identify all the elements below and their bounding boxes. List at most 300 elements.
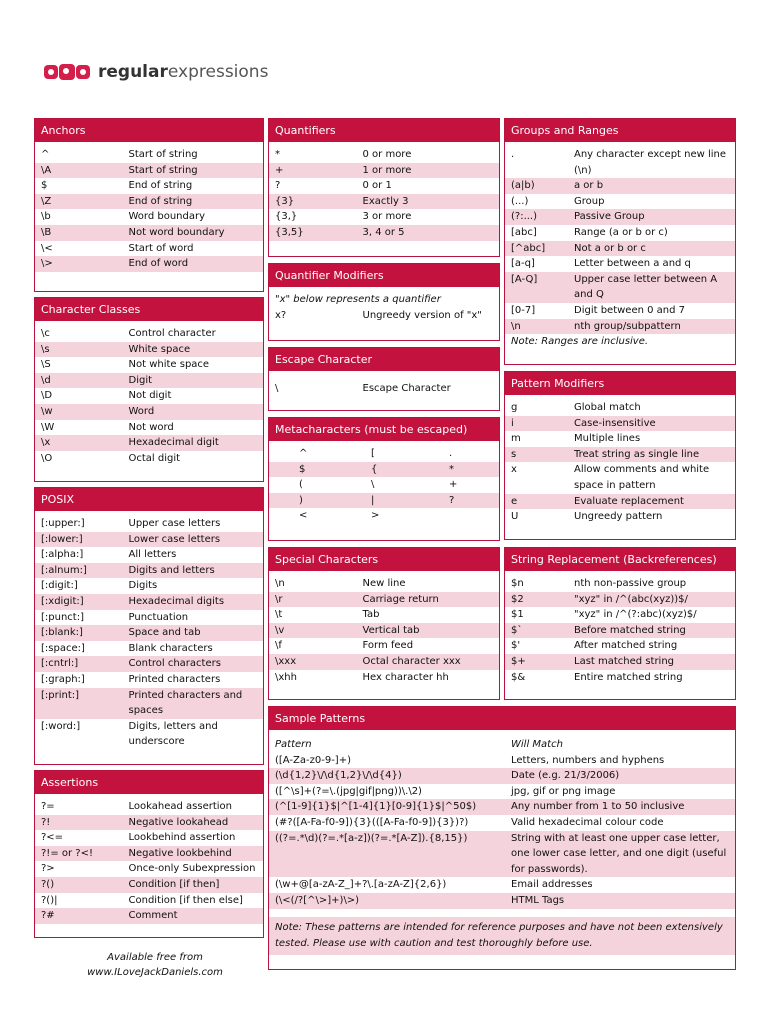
row-description: Punctuation [128,611,189,623]
pattern-mod-row [505,431,735,447]
metacharacter-row [269,477,499,493]
posix-row [35,719,263,750]
special-row [269,623,499,639]
row-description: Lookbehind assertion [128,832,236,844]
row-syntax: \xxx [275,655,297,667]
row-syntax: s [511,448,517,460]
row-description: Not digit [128,390,172,402]
quantifier-modifiers-note: "x" below represents a quantifier [275,294,441,305]
sample-pattern: (^[1-9]{1}$|^[1-4]{1}[0-9]{1}$|^50$) [275,801,477,813]
pattern-mod-row [505,509,735,525]
row-syntax: [:upper:] [41,518,85,529]
row-description: End of string [128,180,193,192]
posix-row [35,547,263,563]
row-syntax: $n [511,578,524,589]
row-description: "xyz" in /^(abc(xyz))$/ [574,593,688,605]
sample-pattern: (\w+@[a-zA-Z_]+?\.[a-zA-Z]{2,6}) [275,879,447,891]
metacharacters-grid [269,441,499,524]
posix-row [35,641,263,657]
pattern-modifiers-panel [504,371,736,540]
row-description: Digits [128,580,158,592]
row-syntax: \> [41,258,53,270]
metacharacter: [ [371,448,375,459]
sample-match: Any number from 1 to 50 inclusive [511,801,685,813]
row-description: Comment [128,910,178,922]
row-syntax: ?! [41,816,51,828]
row-syntax: [:word:] [41,720,81,732]
sample-match: Valid hexadecimal colour code [511,816,664,828]
row-syntax: ?# [41,910,55,922]
row-description: Negative lookbehind [128,847,232,859]
assertions-row [35,846,263,862]
row-syntax: \n [275,578,285,589]
groups-row [505,319,735,335]
row-syntax: \Z [41,195,52,207]
anchors-row [35,163,263,179]
groups-row [505,209,735,225]
row-description: Global match [574,402,641,413]
metacharacter: ? [449,494,455,506]
row-description: Exactly 3 [362,195,409,207]
row-syntax: \s [41,343,50,355]
row-description: Any character except new line (\n) [574,149,727,176]
row-description: All letters [128,549,177,561]
row-syntax: . [511,149,515,160]
row-description: End of string [128,195,193,207]
row-description: Form feed [362,640,414,652]
char-classes-row [35,373,263,389]
row-syntax: $2 [511,593,524,605]
assertions-row [35,830,263,846]
metacharacters-title: Metacharacters (must be escaped) [269,418,499,441]
char-classes-row [35,420,263,436]
col-pattern: Pattern [275,739,312,750]
groups-ranges-note: Note: Ranges are inclusive. [511,336,649,348]
row-description: 3 or more [362,211,412,223]
row-description: Before matched string [574,624,686,636]
metacharacter: . [449,448,453,459]
assertions-row [35,893,263,909]
row-syntax: [:xdigit:] [41,595,84,607]
row-syntax: * [275,149,280,160]
sample-pattern-row [269,877,735,893]
sample-match: String with at least one upper case letter, one lower case letter, and one digit (useful for passwords). [511,832,727,875]
groups-row [505,256,735,272]
row-description: Tab [362,609,380,621]
anchors-row [35,241,263,257]
metacharacter: $ [299,463,306,475]
row-syntax: [:alpha:] [41,549,84,561]
sample-match: Date (e.g. 21/3/2006) [511,770,620,782]
row-description: nth group/subpattern [574,320,681,332]
row-syntax: {3,} [275,211,298,223]
row-syntax: ?> [41,863,55,875]
row-syntax: \r [275,593,283,605]
row-syntax: [:print:] [41,689,80,701]
row-syntax: [:digit:] [41,580,78,592]
row-syntax: ?() [41,878,55,890]
row-description: 1 or more [362,164,412,176]
row-description: Control character [128,328,216,339]
row-syntax: \O [41,452,53,464]
row-description: Digit [128,374,153,386]
sample-patterns-panel [268,706,736,970]
sample-patterns-title: Sample Patterns [269,707,735,730]
quantifier-modifiers-panel [268,263,500,341]
logo-text: regularexpressions [98,62,269,82]
row-description: Digit between 0 and 7 [574,304,686,316]
row-syntax: \x [41,437,51,449]
metacharacter: | [371,494,375,506]
row-description: Escape Character [362,383,451,394]
footer [60,950,250,980]
row-description: Range (a or b or c) [574,226,668,238]
row-description: Printed characters [128,673,221,685]
quantifiers-row [269,178,499,194]
string-repl-row [505,576,735,592]
string-repl-row [505,623,735,639]
quantifier-modifiers-title: Quantifier Modifiers [269,264,499,287]
footer-line1: Available free from [107,952,203,963]
row-description: Entire matched string [574,671,683,683]
assertions-row [35,877,263,893]
char-classes-row [35,342,263,358]
special-row [269,607,499,623]
row-syntax: \w [41,405,53,417]
row-description: Upper case letter between A and Q [574,273,718,301]
metacharacter: ^ [299,448,308,459]
metacharacter: + [449,479,458,491]
pattern-mod-row [505,494,735,510]
row-description: Control characters [128,658,221,670]
col-will-match: Will Match [511,739,563,750]
row-description: Space and tab [128,627,201,639]
metacharacter-row [269,493,499,509]
anchors-panel [34,118,264,292]
anchors-row [35,256,263,272]
quantifiers-row [269,163,499,179]
row-description: Digits and letters [128,564,215,576]
row-description: Word [128,405,155,417]
row-syntax: $+ [511,655,526,667]
row-syntax: [:graph:] [41,673,85,685]
row-syntax: $ [41,180,48,192]
sample-pattern: ([^\s]+(?=\.(jpg|gif|png))\.\2) [275,785,422,797]
sample-match: Email addresses [511,879,593,891]
row-description: Last matched string [574,655,675,667]
groups-row [505,147,735,178]
sample-patterns-note: Note: These patterns are intended for reference purposes and have not been extensively tested. Please use with caution and test thoroughly before use. [269,917,735,955]
row-syntax: [abc] [511,226,537,238]
row-description: 3, 4 or 5 [362,226,405,238]
metacharacter: \ [371,479,375,491]
row-syntax: ^ [41,149,50,160]
row-description: Carriage return [362,593,439,605]
special-row [269,638,499,654]
row-syntax: \xhh [275,671,297,683]
sample-patterns-header [269,737,735,753]
special-characters-panel [268,547,500,700]
char-classes-row [35,357,263,373]
row-syntax: ? [275,180,281,192]
row-syntax: ?()| [41,894,58,906]
row-description: Negative lookahead [128,816,229,828]
metacharacter: * [449,463,454,475]
logo [44,62,268,82]
posix-row [35,625,263,641]
escape-character-title: Escape Character [269,348,499,371]
row-syntax: ?= [41,801,55,812]
row-description: Digits, letters and underscore [128,720,218,748]
row-syntax: x? [275,309,287,321]
row-syntax: (?:...) [511,211,538,223]
quantifiers-row [269,209,499,225]
row-description: Lookahead assertion [128,801,232,812]
row-syntax: $& [511,671,526,683]
assertions-title: Assertions [35,771,263,794]
groups-ranges-panel [504,118,736,365]
row-syntax: [:punct:] [41,611,84,623]
row-description: Start of string [128,149,198,160]
anchors-row [35,225,263,241]
row-description: End of word [128,258,189,270]
row-description: Blank characters [128,642,213,654]
row-syntax: e [511,495,518,507]
row-syntax: $' [511,640,521,652]
character-classes-title: Character Classes [35,298,263,321]
row-description: Treat string as single line [574,448,700,460]
row-syntax: + [275,164,284,176]
string-repl-row [505,670,735,686]
metacharacter-row [269,462,499,478]
groups-ranges-title: Groups and Ranges [505,119,735,142]
sample-match: HTML Tags [511,894,565,906]
char-classes-row [35,451,263,467]
groups-row [505,241,735,257]
posix-panel [34,487,264,765]
row-description: nth non-passive group [574,578,687,589]
metacharacter-row [269,508,499,524]
posix-row [35,563,263,579]
escape-character-panel [268,347,500,411]
row-description: Not a or b or c [574,242,646,254]
char-classes-row [35,388,263,404]
metacharacter: < [299,510,308,522]
quantifiers-row [269,147,499,163]
posix-row [35,688,263,719]
sample-match: Letters, numbers and hyphens [511,754,665,766]
anchors-row [35,178,263,194]
row-syntax: \D [41,390,53,402]
posix-row [35,516,263,532]
anchors-row [35,209,263,225]
row-syntax: \d [41,374,51,386]
row-syntax: (...) [511,195,529,207]
pattern-mod-row [505,400,735,416]
string-replacement-title: String Replacement (Backreferences) [505,548,735,571]
row-description: Hexadecimal digit [128,437,219,449]
footer-link[interactable]: www.ILoveJackDaniels.com [87,967,223,978]
special-row [269,592,499,608]
row-syntax: \n [511,320,521,332]
posix-title: POSIX [35,488,263,511]
character-classes-panel [34,297,264,482]
pattern-mod-row [505,462,735,493]
row-description: Multiple lines [574,433,641,445]
groups-row [505,178,735,194]
sample-match: jpg, gif or png image [511,785,616,797]
char-classes-row [35,326,263,342]
row-syntax: [A-Q] [511,273,538,285]
string-repl-row [505,592,735,608]
assertions-panel [34,770,264,938]
row-syntax: {3,5} [275,226,304,238]
sample-pattern: (\<(/?[^\>]+)\>) [275,894,360,906]
row-syntax: [a-q] [511,258,535,270]
row-syntax: (a|b) [511,180,535,192]
row-syntax: \t [275,609,283,621]
row-syntax: m [511,433,521,445]
char-classes-row [35,404,263,420]
row-description: Not white space [128,359,210,371]
row-description: Hex character hh [362,671,449,683]
row-description: Word boundary [128,211,206,223]
quantifiers-panel [268,118,500,257]
assertions-row [35,908,263,924]
row-description: Lower case letters [128,533,221,545]
metacharacter: { [371,463,378,475]
row-syntax: [:lower:] [41,533,83,545]
row-description: Evaluate replacement [574,495,684,507]
special-characters-title: Special Characters [269,548,499,571]
special-row [269,654,499,670]
pattern-mod-row [505,447,735,463]
row-description: Condition [if then] [128,878,220,890]
row-syntax: \ [275,383,279,394]
string-repl-row [505,607,735,623]
anchors-row [35,147,263,163]
row-syntax: \A [41,164,52,176]
row-syntax: ?!= or ?<! [41,847,93,859]
row-description: Once-only Subexpression [128,863,256,875]
metacharacter-row [269,446,499,462]
posix-row [35,532,263,548]
row-description: Letter between a and q [574,258,691,270]
row-syntax: [:cntrl:] [41,658,79,670]
special-row [269,576,499,592]
sample-pattern-row [269,799,735,815]
row-description: Upper case letters [128,518,221,529]
row-description: 0 or more [362,149,412,160]
row-description: Not word boundary [128,226,225,238]
sample-pattern-row [269,815,735,831]
row-description: After matched string [574,640,678,652]
quantifiers-row [269,225,499,241]
groups-row [505,194,735,210]
row-description: Ungreedy pattern [574,511,663,523]
assertions-row [35,815,263,831]
row-description: Passive Group [574,211,645,223]
row-description: "xyz" in /^(?:abc)(xyz)$/ [574,609,697,621]
sample-pattern-row [269,753,735,769]
row-syntax: \c [41,328,50,339]
row-syntax: \b [41,211,51,223]
row-description: Not word [128,421,174,433]
row-syntax: [0-7] [511,304,536,316]
pattern-mod-row [505,416,735,432]
string-replacement-panel [504,547,736,700]
assertions-row [35,799,263,815]
row-description: Octal character xxx [362,655,461,667]
row-syntax: \S [41,359,51,371]
posix-row [35,672,263,688]
row-description: Vertical tab [362,624,420,636]
anchors-title: Anchors [35,119,263,142]
row-syntax: \< [41,242,53,254]
row-syntax: [:space:] [41,642,85,654]
row-syntax: x [511,464,517,476]
logo-mark-icon [44,64,90,80]
row-syntax: {3} [275,195,295,207]
row-description: Group [574,195,605,207]
row-syntax: \v [275,624,285,636]
metacharacters-panel [268,417,500,541]
char-classes-row [35,435,263,451]
metacharacter: > [371,510,380,522]
sample-pattern-row [269,893,735,909]
row-syntax: ?<= [41,832,64,844]
row-description: Allow comments and white space in pattern [574,464,710,491]
quantifiers-title: Quantifiers [269,119,499,142]
anchors-row [35,194,263,210]
row-description: White space [128,343,191,355]
string-repl-row [505,638,735,654]
sample-pattern-row [269,784,735,800]
row-description: Start of string [128,164,198,176]
row-syntax: $` [511,624,523,636]
posix-row [35,578,263,594]
posix-row [35,594,263,610]
row-description: Condition [if then else] [128,894,243,906]
row-syntax: \B [41,226,52,238]
row-description: Case-insensitive [574,417,656,429]
sample-pattern-row [269,768,735,784]
row-description: 0 or 1 [362,180,392,192]
groups-row [505,272,735,303]
row-syntax: \f [275,640,282,652]
row-syntax: [:blank:] [41,627,83,639]
row-syntax: i [511,417,514,429]
sample-pattern: ([A-Za-z0-9-]+) [275,754,351,766]
row-syntax: [:alnum:] [41,564,87,576]
sample-pattern: (#?([A-Fa-f0-9]){3}(([A-Fa-f0-9]){3})?) [275,816,469,828]
row-description: Hexadecimal digits [128,595,225,607]
row-syntax: $1 [511,609,524,621]
row-description: Octal digit [128,452,181,464]
string-repl-row [505,654,735,670]
metacharacter: ) [299,494,303,506]
metacharacter: ( [299,479,303,491]
row-syntax: \W [41,421,55,433]
row-description: a or b [574,180,604,192]
escape-row [269,381,499,397]
row-description: Start of word [128,242,194,254]
row-description: Ungreedy version of "x" [362,309,482,321]
groups-row [505,303,735,319]
row-syntax: g [511,402,518,413]
row-description: Printed characters and spaces [128,689,243,717]
row-syntax: [^abc] [511,242,546,254]
